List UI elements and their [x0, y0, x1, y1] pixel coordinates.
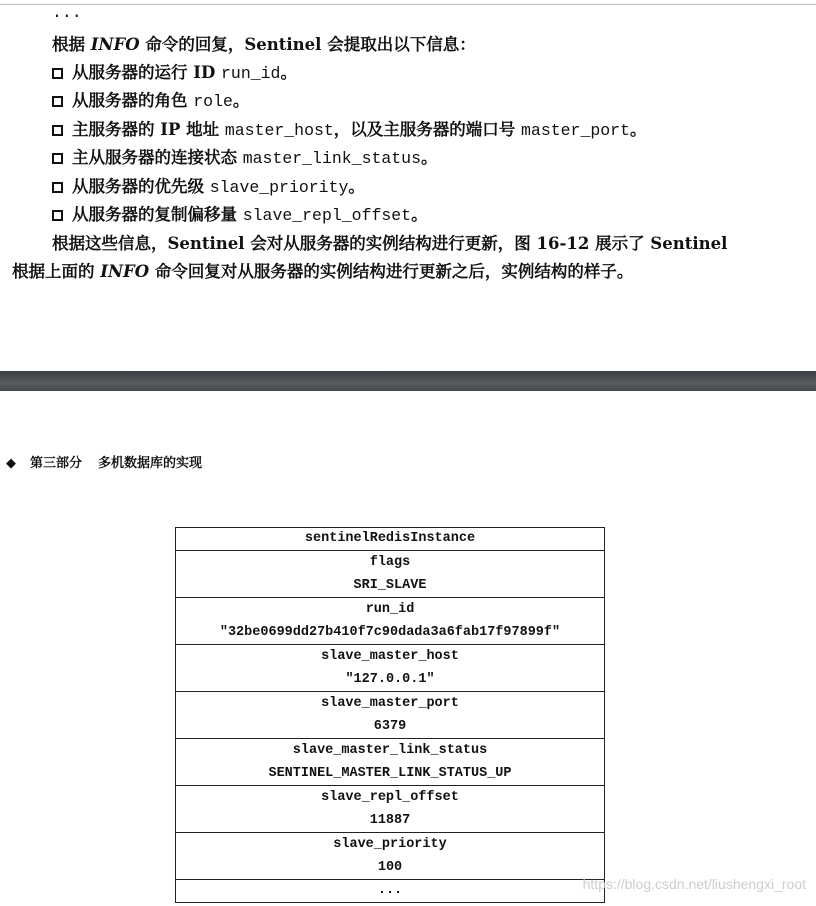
text-segment: 。: [348, 177, 365, 196]
diamond-icon: ◆: [6, 456, 16, 471]
text-segment: 。: [629, 120, 647, 139]
field-value: "127.0.0.1": [345, 672, 435, 687]
field-cell: [176, 739, 605, 786]
checkbox-bullet-icon: [52, 182, 63, 193]
field-name: slave_priority: [333, 837, 447, 852]
checkbox-bullet-icon: [52, 210, 63, 221]
checkbox-bullet-icon: [52, 125, 63, 136]
text-segment: INFO: [100, 262, 150, 281]
field-name: slave_master_port: [321, 696, 459, 711]
bullet-item: [52, 119, 646, 142]
top-divider: [0, 4, 816, 5]
code-text: slave_repl_offset: [242, 206, 412, 225]
code-text: run_id: [221, 64, 281, 83]
text-segment: 主从服务器的连接状态: [72, 148, 243, 167]
field-value: SENTINEL_MASTER_LINK_STATUS_UP: [268, 766, 512, 781]
text-segment: 根据这些信息，Sentinel 会对从服务器的实例结构进行更新，图 16-12 展示了 Sentinel: [52, 234, 728, 253]
bullet-item: [52, 147, 437, 170]
text-segment: 。: [280, 63, 297, 82]
watermark: https://blog.csdn.net/liushengxi_root: [582, 876, 806, 892]
figure-title: sentinelRedisInstance: [176, 528, 605, 551]
field-cell: [176, 598, 605, 645]
sentinel-redis-instance-figure: [175, 527, 605, 903]
figure-ellipsis: ...: [176, 880, 605, 903]
text-segment: 主服务器的 IP 地址: [72, 120, 225, 139]
text-segment: 命令的回复，Sentinel 会提取出以下信息：: [139, 35, 476, 54]
field-value: 6379: [373, 719, 407, 734]
field-value: SRI_SLAVE: [353, 578, 427, 593]
field-cell: [176, 786, 605, 833]
code-text: master_link_status: [242, 149, 421, 168]
field-value: 11887: [369, 813, 411, 828]
paragraph-line: [12, 261, 633, 283]
part-title: 多机数据库的实现: [98, 456, 203, 471]
paragraph-line: [52, 233, 727, 255]
bullet-item: [52, 90, 249, 113]
field-value: "32be0699dd27b410f7c90dada3a6fab17f97899f": [219, 625, 561, 640]
paragraph-line: [52, 34, 476, 56]
field-value: 100: [377, 860, 403, 875]
field-cell: [176, 692, 605, 739]
text-segment: 命令回复对从服务器的实例结构进行更新之后，实例结构的样子。: [149, 262, 634, 281]
text-segment: 根据上面的: [12, 262, 101, 281]
field-cell: [176, 551, 605, 598]
bullet-item: [52, 204, 428, 227]
text-segment: 从服务器的优先级: [72, 177, 210, 196]
field-name: slave_master_link_status: [292, 743, 488, 758]
text-segment: 。: [232, 91, 250, 110]
bullet-item: [52, 176, 365, 199]
ellipsis: ...: [52, 3, 82, 22]
section-header: [6, 452, 202, 471]
text-segment: 从服务器的复制偏移量: [72, 205, 243, 224]
text-segment: 。: [411, 205, 428, 224]
code-text: master_host: [224, 121, 334, 140]
code-text: master_port: [521, 121, 630, 140]
text-segment: 从服务器的角色: [72, 91, 194, 110]
text-segment: ，以及主服务器的端口号: [333, 120, 522, 139]
field-name: run_id: [365, 602, 415, 617]
checkbox-bullet-icon: [52, 68, 63, 79]
field-name: slave_repl_offset: [321, 790, 459, 805]
code-text: slave_priority: [209, 178, 349, 197]
bullet-item: [52, 62, 297, 85]
code-text: role: [193, 92, 233, 111]
checkbox-bullet-icon: [52, 153, 63, 164]
text-segment: INFO: [90, 35, 140, 54]
checkbox-bullet-icon: [52, 96, 63, 107]
field-cell: [176, 645, 605, 692]
field-cell: [176, 833, 605, 880]
page-break-band: [0, 371, 816, 391]
part-label: 第三部分: [30, 456, 83, 471]
text-segment: 从服务器的运行 ID: [72, 63, 222, 82]
text-segment: 。: [420, 148, 438, 167]
text-segment: 根据: [52, 35, 91, 54]
field-name: flags: [369, 555, 411, 570]
field-name: slave_master_host: [321, 649, 459, 664]
